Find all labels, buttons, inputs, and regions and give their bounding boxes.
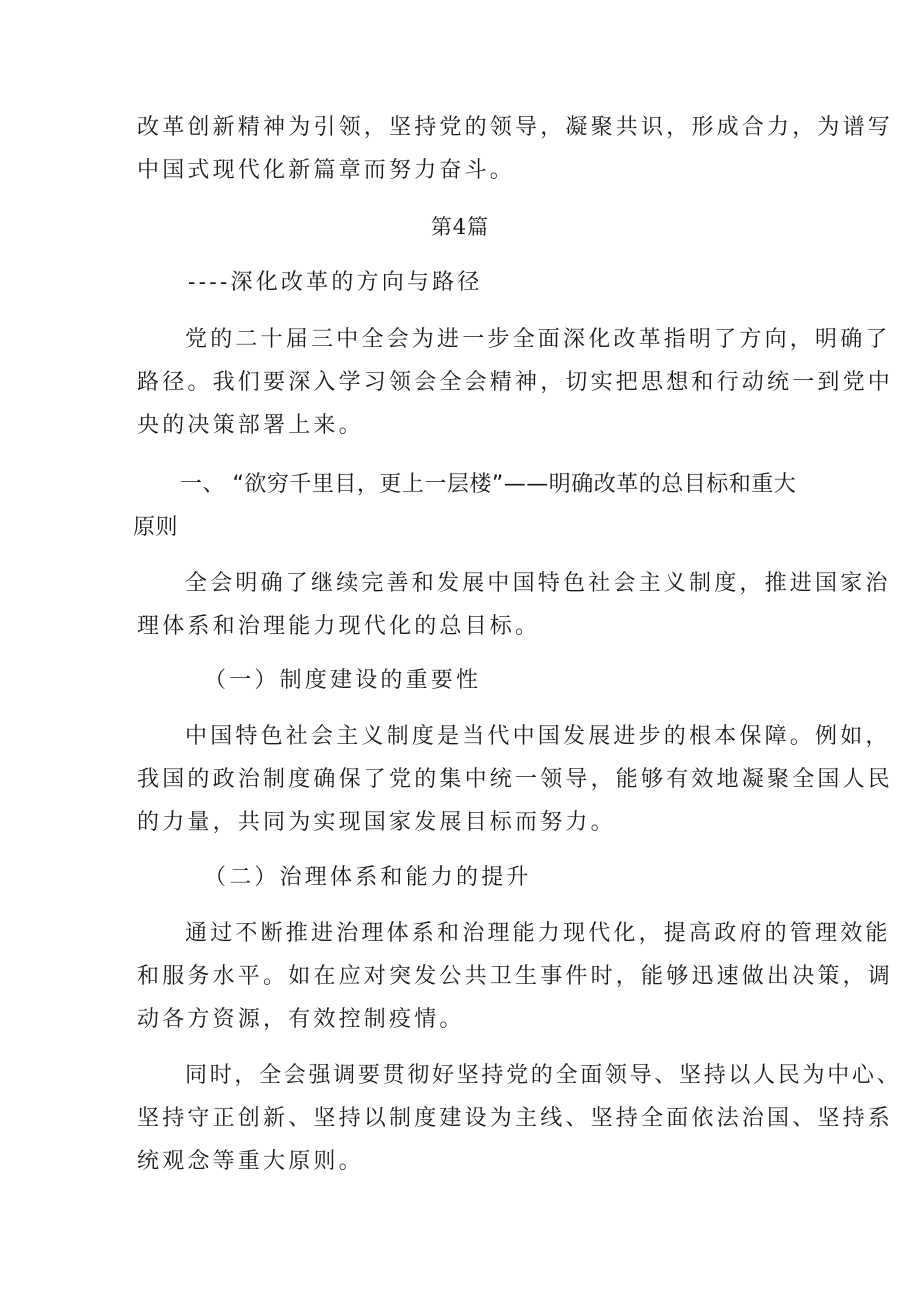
section1-title-line-1: 一、 “欲穷千里目，更上一层楼”——明确改革的总目标和重大 (180, 472, 797, 497)
chapter-label: 第4篇 (430, 215, 490, 239)
intro-line-1: 改革创新精神为引领，坚持党的领导，凝聚共识，形成合力，为谱写 (137, 115, 894, 140)
para5-line-2: 坚持守正创新、坚持以制度建设为主线、坚持全面依法治国、坚持系 (137, 1106, 894, 1131)
para5-line-1: 同时，全会强调要贯彻好坚持党的全面领导、坚持以人民为中心、 (185, 1063, 902, 1088)
para5-line-3: 统观念等重大原则。 (137, 1149, 364, 1174)
para2-line-2: 理体系和治理能力现代化的总目标。 (137, 614, 541, 639)
intro-line-2: 中国式现代化新篇章而努力奋斗。 (137, 158, 516, 183)
para3-line-2: 我国的政治制度确保了党的集中统一领导，能够有效地凝聚全国人民 (137, 767, 894, 792)
chapter-subtitle: ----深化改革的方向与路径 (188, 270, 483, 295)
para2-line-1: 全会明确了继续完善和发展中国特色社会主义制度，推进国家治 (185, 571, 891, 596)
para3-line-3: 的力量，共同为实现国家发展目标而努力。 (137, 810, 616, 835)
section1-title-line-2: 原则 (133, 515, 179, 540)
para3-line-1: 中国特色社会主义制度是当代中国发展进步的根本保障。例如， (185, 724, 891, 749)
subsection2-title: （二）治理体系和能力的提升 (204, 865, 532, 890)
para4-line-3: 动各方资源，有效控制疫情。 (137, 1007, 465, 1032)
para1-line-2: 路径。我们要深入学习领会全会精神，切实把思想和行动统一到党中 (137, 370, 894, 395)
para1-line-1: 党的二十届三中全会为进一步全面深化改革指明了方向，明确了 (185, 327, 891, 352)
para4-line-1: 通过不断推进治理体系和治理能力现代化，提高政府的管理效能 (185, 921, 891, 946)
subsection1-title: （一）制度建设的重要性 (204, 668, 482, 693)
para1-line-3: 央的决策部署上来。 (137, 413, 364, 438)
para4-line-2: 和服务水平。如在应对突发公共卫生事件时，能够迅速做出决策，调 (137, 964, 894, 989)
